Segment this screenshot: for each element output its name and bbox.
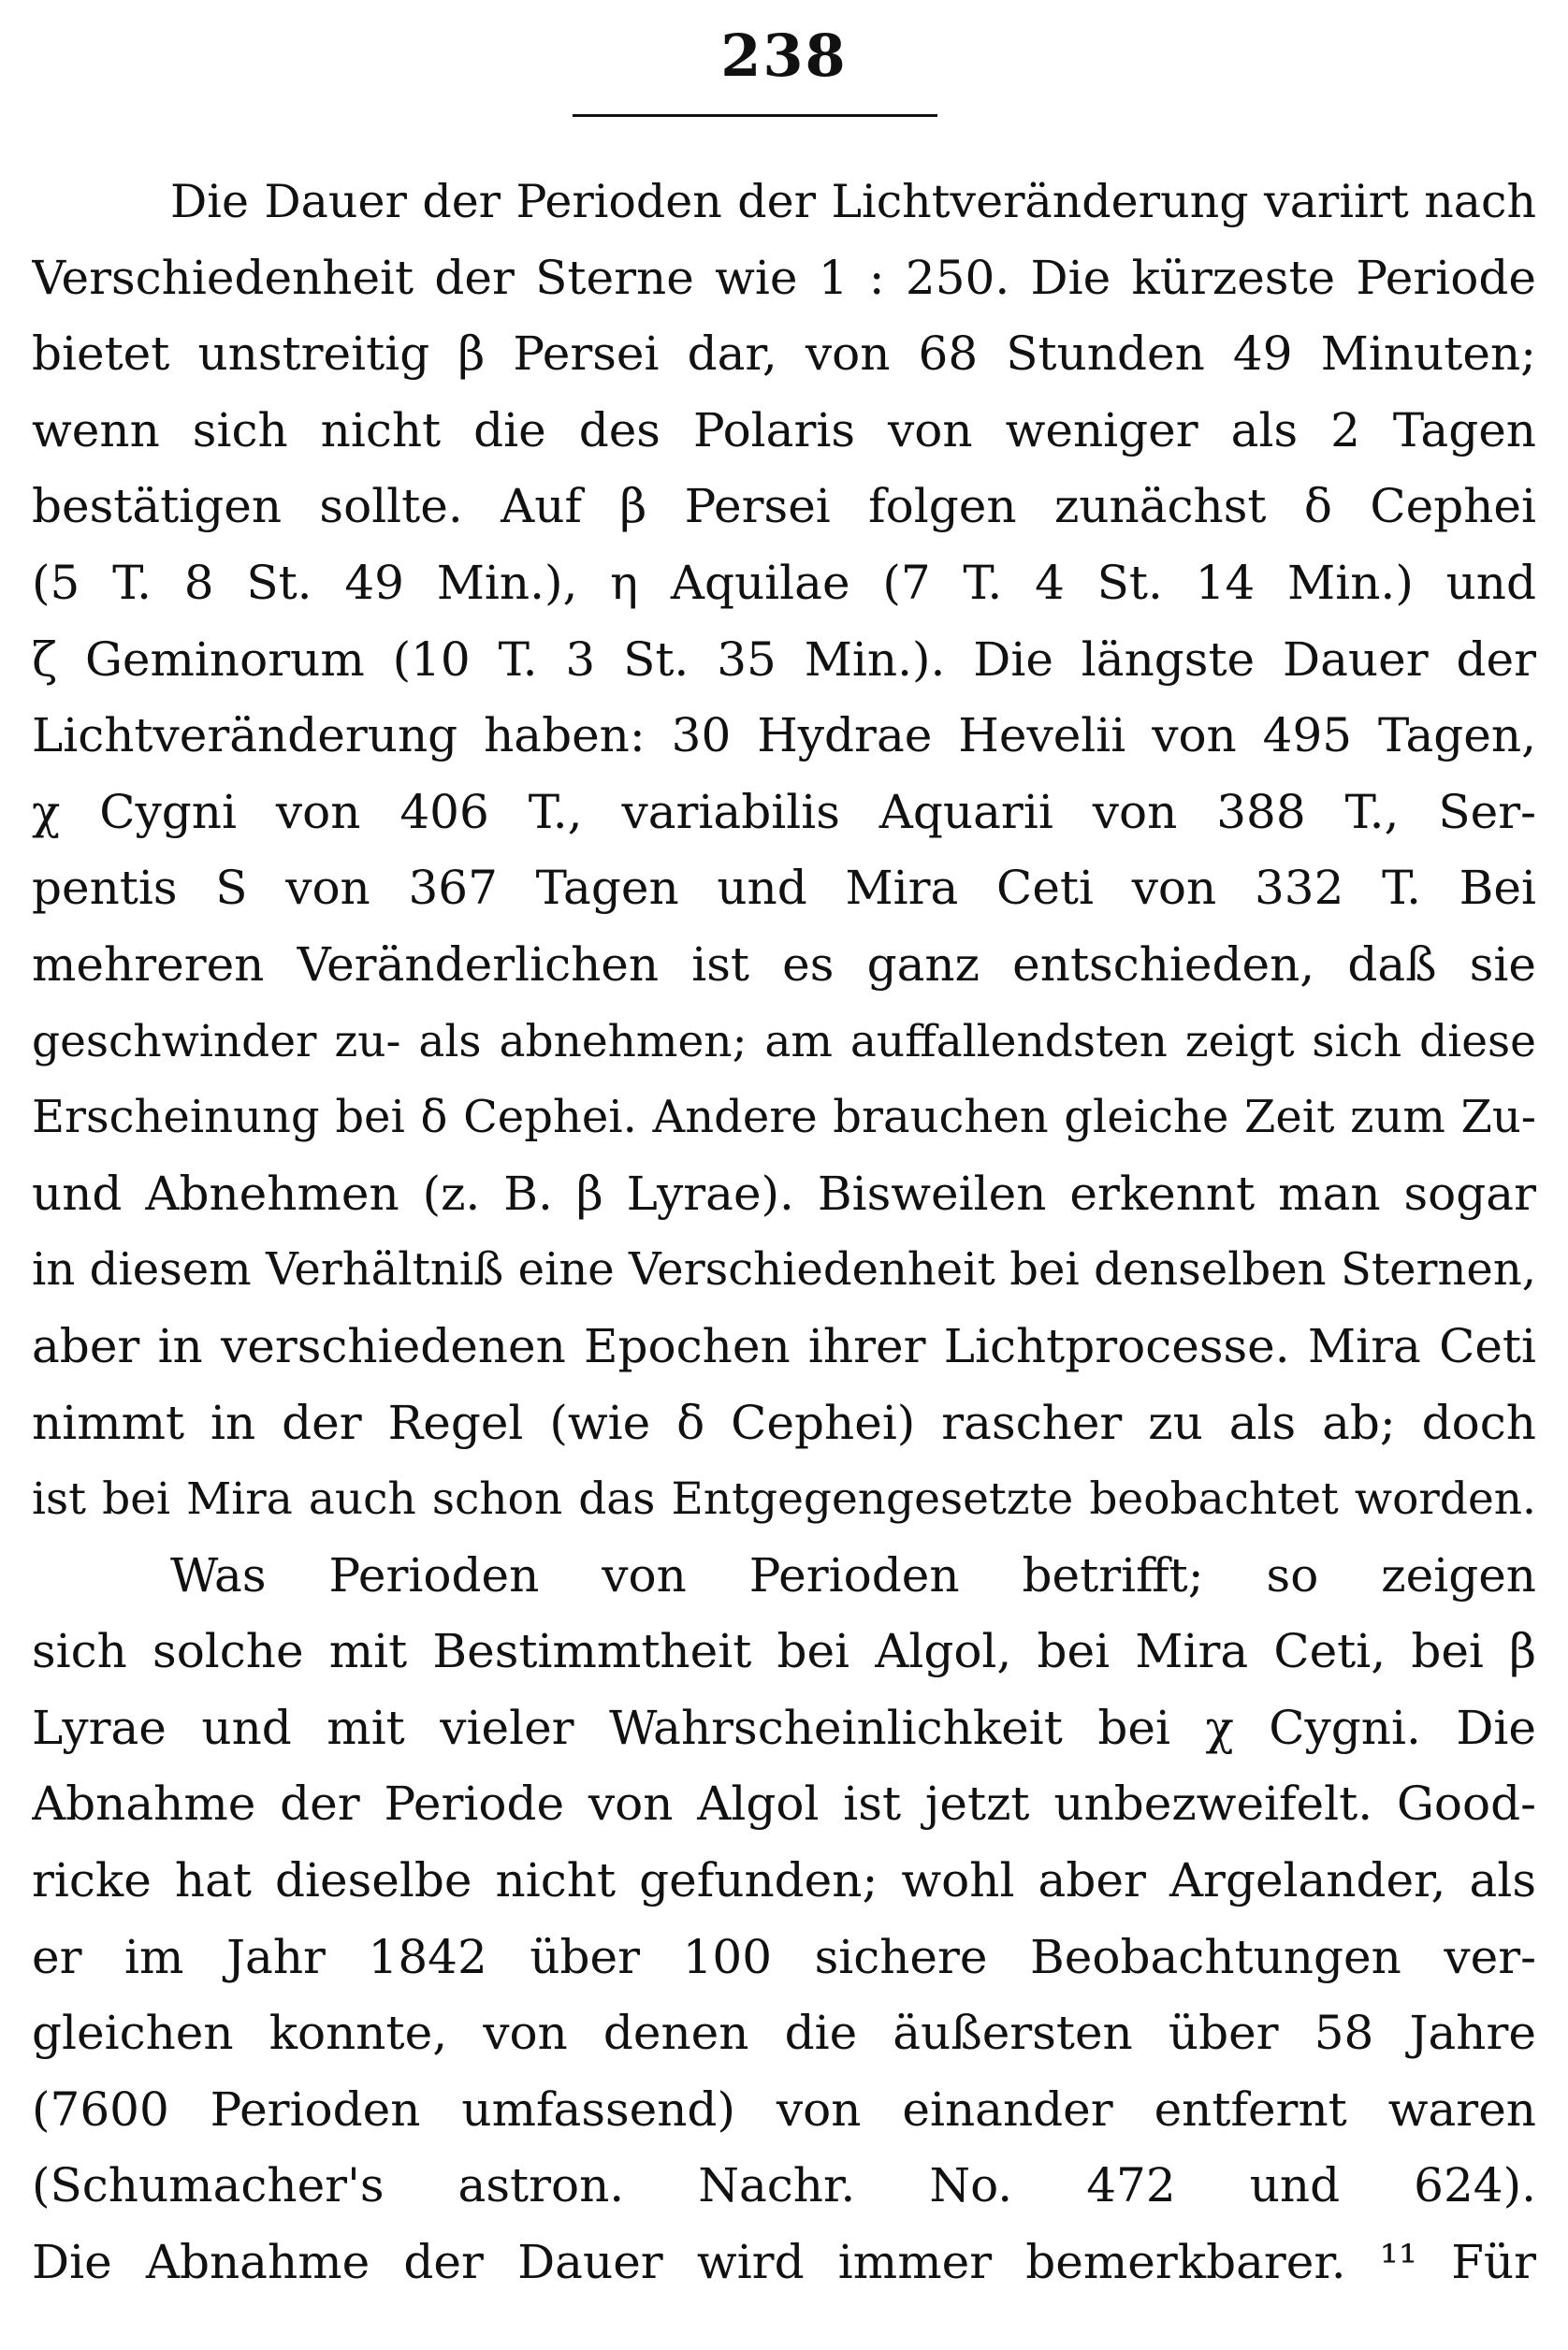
text-line: bietet unstreitig β Persei dar, von 68 Stunden 49 Minuten; (32, 326, 1536, 382)
text-line: wenn sich nicht die des Polaris von weniger als 2 Tagen (32, 402, 1536, 457)
text-line: er im Jahr 1842 über 100 sichere Beobachtungen ver- (32, 1929, 1536, 1984)
text-line: aber in verschiedenen Epochen ihrer Lichtprocesse. Mira Ceti (32, 1318, 1536, 1373)
text-line: (Schumacher's astron. Nachr. No. 472 und 624). (32, 2158, 1536, 2213)
text-line: mehreren Veränderlichen ist es ganz entschieden, daß sie (32, 936, 1536, 992)
text-line: ricke hat dieselbe nicht gefunden; wohl aber Argelander, als (32, 1853, 1536, 1908)
text-line: Lyrae und mit vieler Wahrscheinlichkeit bei χ Cygni. Die (32, 1700, 1536, 1755)
text-line: Was Perioden von Perioden betrifft; so zeigen (170, 1547, 1536, 1603)
text-line: Die Dauer der Perioden der Lichtveränderung variirt nach (170, 175, 1536, 228)
text-line: ζ Geminorum (10 T. 3 St. 35 Min.). Die längste Dauer der (32, 631, 1536, 687)
text-line: und Abnehmen (z. B. β Lyrae). Bisweilen erkennt man sogar (32, 1166, 1536, 1221)
text-line: pentis S von 367 Tagen und Mira Ceti von 332 T. Bei (32, 861, 1536, 916)
text-line: χ Cygni von 406 T., variabilis Aquarii von 388 T., Ser- (32, 784, 1536, 839)
text-line: Verschiedenheit der Sterne wie 1 : 250. Die kürzeste Periode (32, 250, 1536, 305)
text-line: (5 T. 8 St. 49 Min.), η Aquilae (7 T. 4 St. 14 Min.) und (32, 555, 1536, 610)
text-line: nimmt in der Regel (wie δ Cephei) rascher zu als ab; doch (32, 1395, 1536, 1450)
text-line: Abnahme der Periode von Algol ist jetzt unbezweifelt. Good- (32, 1777, 1536, 1832)
text-line: geschwinder zu- als abnehmen; am auffallendsten zeigt sich diese (32, 1015, 1536, 1067)
body-text (32, 164, 1536, 2301)
header-rule (573, 114, 937, 117)
text-line: Die Abnahme der Dauer wird immer bemerkbarer. ¹¹ Für (32, 2235, 1536, 2290)
text-line: ist bei Mira auch schon das Entgegengesetzte beobachtet worden. (32, 1473, 1536, 1526)
text-line: sich solche mit Bestimmtheit bei Algol, bei Mira Ceti, bei β (32, 1624, 1536, 1679)
page-number: 238 (720, 22, 848, 90)
text-line: (7600 Perioden umfassend) von einander entfernt waren (32, 2082, 1536, 2137)
text-line: Erscheinung bei δ Cephei. Andere brauchen gleiche Zeit zum Zu- (32, 1091, 1536, 1144)
text-line: gleichen konnte, von denen die äußersten über 58 Jahre (32, 2006, 1536, 2061)
text-line: Lichtveränderung haben: 30 Hydrae Hevelii von 495 Tagen, (32, 708, 1536, 763)
text-line: bestätigen sollte. Auf β Persei folgen zunächst δ Cephei (32, 479, 1536, 534)
text-line: in diesem Verhältniß eine Verschiedenheit bei denselben Sternen, (32, 1243, 1536, 1297)
